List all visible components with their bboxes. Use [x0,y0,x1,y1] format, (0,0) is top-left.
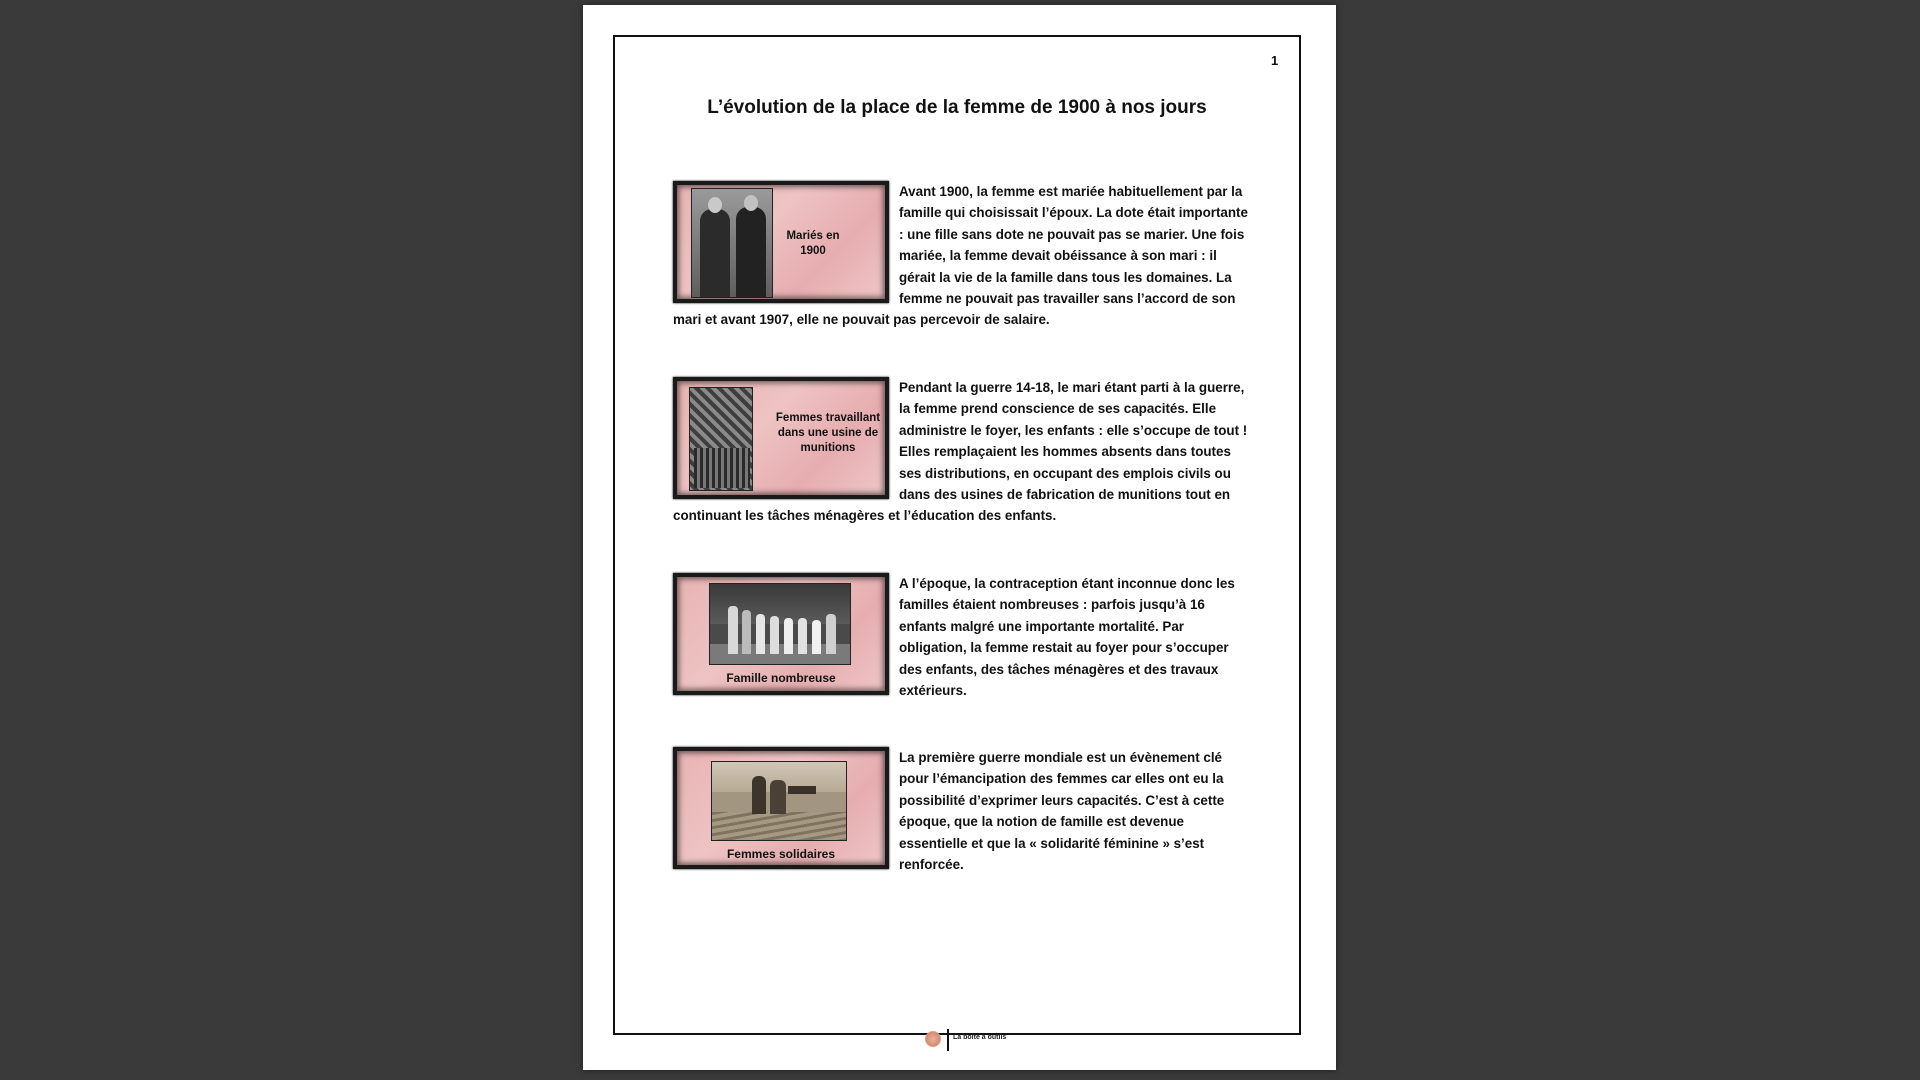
munitions-factory-photo [689,387,753,491]
document-page [583,5,1336,1070]
wedding-couple-photo [691,188,773,298]
women-plowing-photo [711,761,847,841]
section-munitions-factory [673,377,1248,527]
section-text: La première guerre mondiale est un évènement clé pour l’émancipation des femmes car elles ont eu la possibilité d’exprimer leurs capacités. C’est à cette époque, que la notion de famille est devenue essentielle et que la « solidarité féminine » s’est renforcée. [899,750,1225,873]
footer-logo [923,1029,1023,1051]
page-number: 1 [1271,53,1279,68]
section-text: A l’époque, la contraception étant inconnue donc les familles étaient nombreuses : parfois jusqu’à 16 enfants malgré une importante mortalité. Par obligation, la femme restait au foyer pour s’occuper des enfants, des tâches ménagères et des travaux extérieurs. [899,576,1235,699]
picture-frame [673,377,889,499]
tree-logo-icon [925,1031,941,1047]
photo-caption: Femmes solidaires [726,847,836,861]
large-family-photo [709,583,851,665]
section-women-solidarity [673,747,1248,875]
logo-divider [947,1029,949,1051]
picture-frame [673,747,889,869]
page-border [613,35,1301,1035]
footer-logo-text: La boîte à outils [953,1034,1007,1041]
photo-caption: Mariés en 1900 [786,230,840,257]
picture-frame [673,573,889,695]
page-title: L’évolution de la place de la femme de 1900 à nos jours [707,97,1207,118]
photo-caption: Femmes travaillant dans une usine de munitions [775,412,881,454]
section-married-1900 [673,181,1248,331]
section-text: Pendant la guerre 14-18, le mari étant parti à la guerre, la femme prend conscience de ses capacités. Elle administre le foyer, les enfants : elle s’occupe de tout ! Elles remplaçaient les hommes absents dans toutes ses distributions, en occupant des emplois civils ou dans des usines de fabrication de munitions tout en continuant les tâches ménagères et l’éducation des enfants. [673,380,1248,524]
photo-caption: Famille nombreuse [726,671,836,685]
section-text: Avant 1900, la femme est mariée habituellement par la famille qui choisissait l’époux. La dote était importante : une fille sans dote ne pouvait pas se marier. Une fois mariée, la femme devait obéissance à son mari : il gérait la vie de la famille dans tous les domaines. La femme ne pouvait pas travailler sans l’accord de son mari et avant 1907, elle ne pouvait pas percevoir de salaire. [673,184,1248,328]
section-large-family [673,573,1248,701]
picture-frame [673,181,889,303]
